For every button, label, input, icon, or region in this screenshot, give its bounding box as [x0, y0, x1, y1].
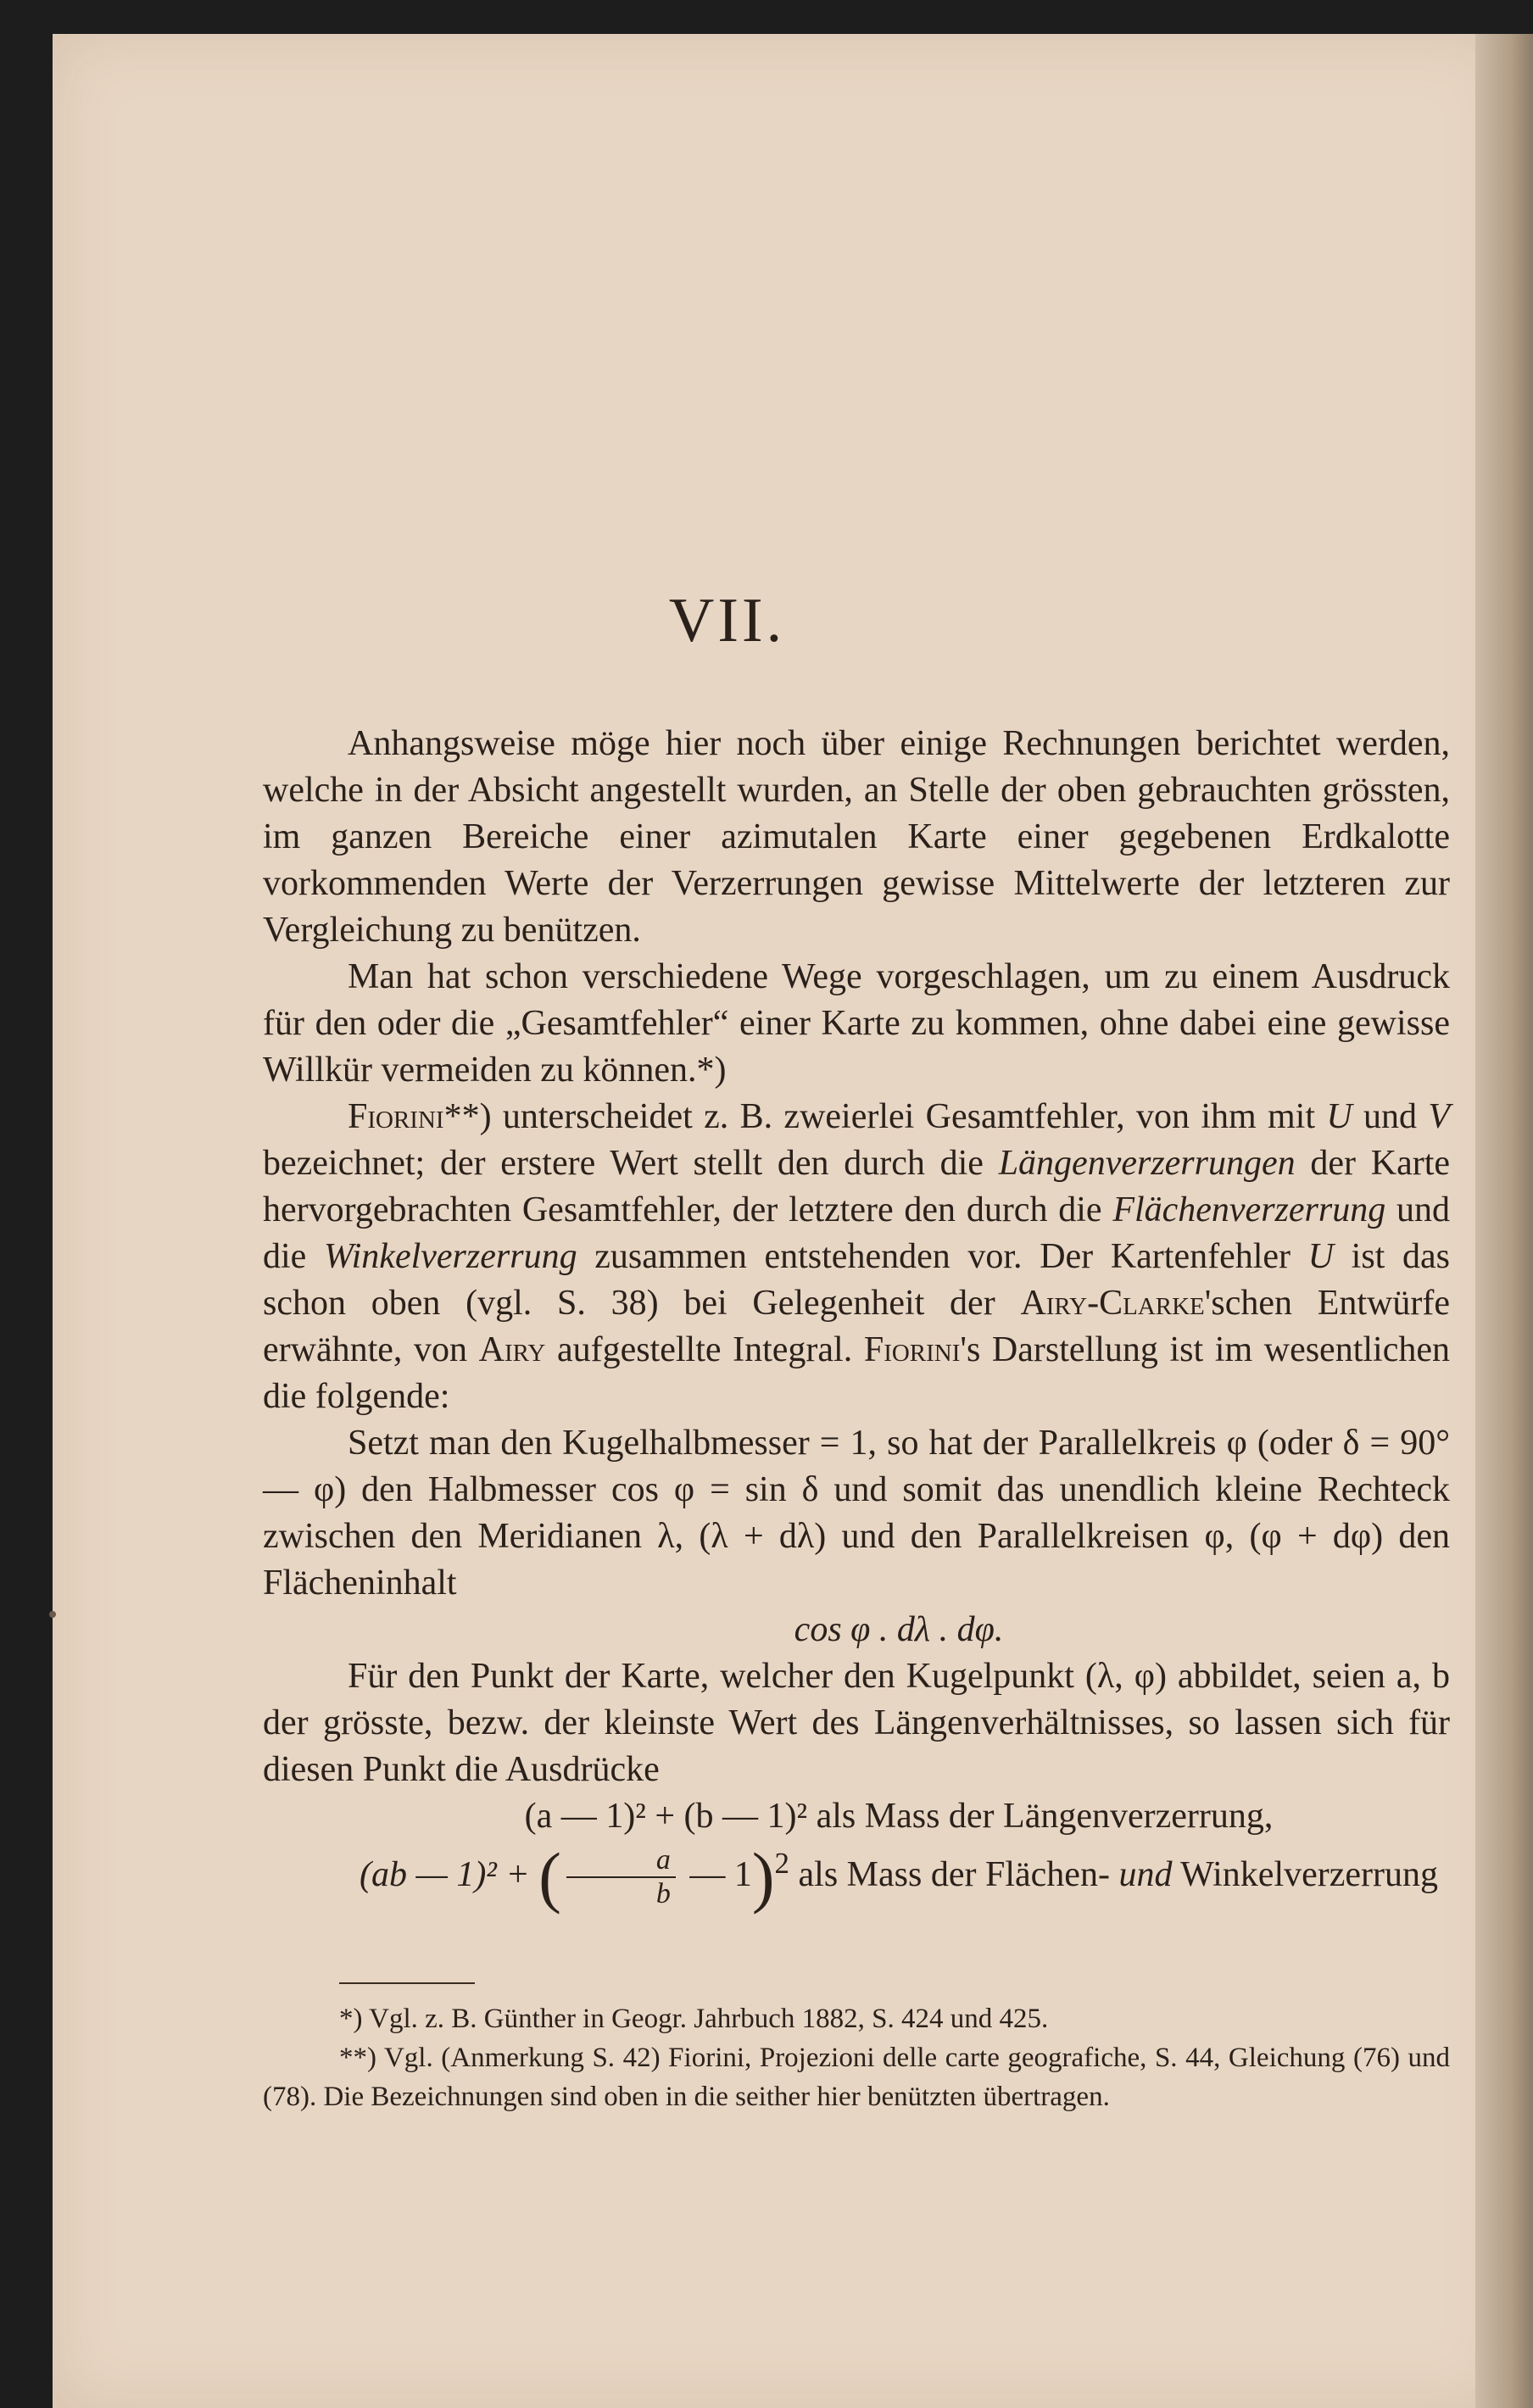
p3-und: und [1352, 1097, 1429, 1136]
formula-length-distortion: (a — 1)² + (b — 1)² als Mass der Längenverzerrung, [524, 1797, 1274, 1836]
fraction-numerator: a [566, 1844, 676, 1878]
section-heading: VII. [668, 586, 786, 655]
page-edge [1475, 34, 1533, 2408]
p3-text-8: aufgestellte Integral. [545, 1330, 864, 1369]
fraction-denominator: b [655, 1878, 671, 1910]
symbol-u-2: U [1307, 1237, 1335, 1276]
p3-text-7: 'schen Entwürfe erwähnte, von [263, 1284, 1450, 1369]
formula-3-und: und [1118, 1855, 1173, 1894]
symbol-u: U [1326, 1097, 1352, 1136]
paragraph-2: Man hat schon verschiedene Wege vorgeschlagen, um zu einem Ausdruck für den oder die „Gesamtfehler“ einer Karte zu kommen, ohne dabei eine gewisse Willkür vermeiden zu können.*) [263, 957, 1450, 1090]
paragraph-1: Anhangsweise möge hier noch über einige Rechnungen berichtet werden, welche in der Absicht angestellt wurden, an Stelle der oben gebrauchten grössten, im ganzen Bereiche einer azimutalen Karte einer gegebenen Erdkalotte vorkommenden Werte der Verzerrungen gewisse Mittelwerte der letzteren zur Vergleichung zu benützen. [263, 724, 1450, 950]
paren-close: ) [751, 1840, 775, 1915]
footnotes [263, 1999, 1450, 2116]
formula-3-text-b: Winkelverzerrung [1172, 1855, 1439, 1894]
author-fiorini-2: Fiorini [863, 1330, 961, 1369]
author-fiorini: Fiorini [348, 1097, 444, 1136]
paragraph-4: Setzt man den Kugelhalbmesser = 1, so hat der Parallelkreis φ (oder δ = 90° — φ) den Halbmesser cos φ = sin δ und somit das unendlich kleine Rechteck zwischen den Meridianen λ, (λ + dλ) und den Parallelkreisen φ, (φ + dφ) den Flächeninhalt [263, 1424, 1450, 1603]
term-winkel: Winkelverzerrung [323, 1237, 577, 1276]
fraction-a-over-b [566, 1844, 676, 1910]
formula-area-angle-distortion [263, 1840, 1450, 1915]
formula-3-text-a: als Mass der Flächen- [789, 1855, 1119, 1894]
p3-text-4: und die [263, 1190, 1451, 1276]
formula-3-minus-one: — 1 [680, 1855, 752, 1894]
footnote-1: *) Vgl. z. B. Günther in Geogr. Jahrbuch 1882, S. 424 und 425. [339, 2004, 1049, 2034]
p3-text-1: **) unterscheidet z. B. zweierlei Gesamtfehler, von ihm mit [443, 1097, 1327, 1136]
p3-text-3: der Karte hervorgebrachten Gesamtfehler, der letztere den durch die [263, 1144, 1451, 1229]
author-airy-clarke: Airy-Clarke [1020, 1284, 1205, 1323]
term-laengen: Längenverzerrungen [998, 1144, 1296, 1183]
term-flaechen: Flächenverzerrung [1112, 1190, 1386, 1229]
formula-1-text: cos φ . dλ . dφ. [794, 1610, 1004, 1649]
p3-text-6: ist das schon oben (vgl. S. 38) bei Gelegenheit der [263, 1237, 1450, 1323]
paragraph-5: Für den Punkt der Karte, welcher den Kugelpunkt (λ, φ) abbildet, seien a, b der grösste, bezw. der kleinste Wert des Längenverhältnisses, so lassen sich für diesen Punkt die Ausdrücke [263, 1657, 1450, 1789]
formula-3-exponent: 2 [774, 1847, 790, 1880]
paragraph-3 [263, 1094, 1450, 1420]
formula-area-element [263, 1607, 1450, 1653]
paren-open: ( [538, 1840, 561, 1915]
body-text [263, 721, 1451, 1915]
formula-3-left: (ab — 1)² + [359, 1855, 539, 1894]
p3-text-9: 's Darstellung ist im wesentlichen die folgende: [263, 1330, 1450, 1416]
author-airy: Airy [478, 1330, 546, 1369]
symbol-v: V [1428, 1097, 1450, 1136]
footnote-2: **) Vgl. (Anmerkung S. 42) Fiorini, Projezioni delle carte geografiche, S. 44, Gleichung (76) und (78). Die Bezeichnungen sind oben in die seither hier benützten übertragen. [263, 2043, 1450, 2112]
p3-text-5: zusammen entstehenden vor. Der Kartenfehler [577, 1237, 1308, 1276]
p3-text-2: bezeichnet; der erstere Wert stellt den durch die [263, 1144, 999, 1183]
footnote-rule [339, 1982, 475, 1984]
